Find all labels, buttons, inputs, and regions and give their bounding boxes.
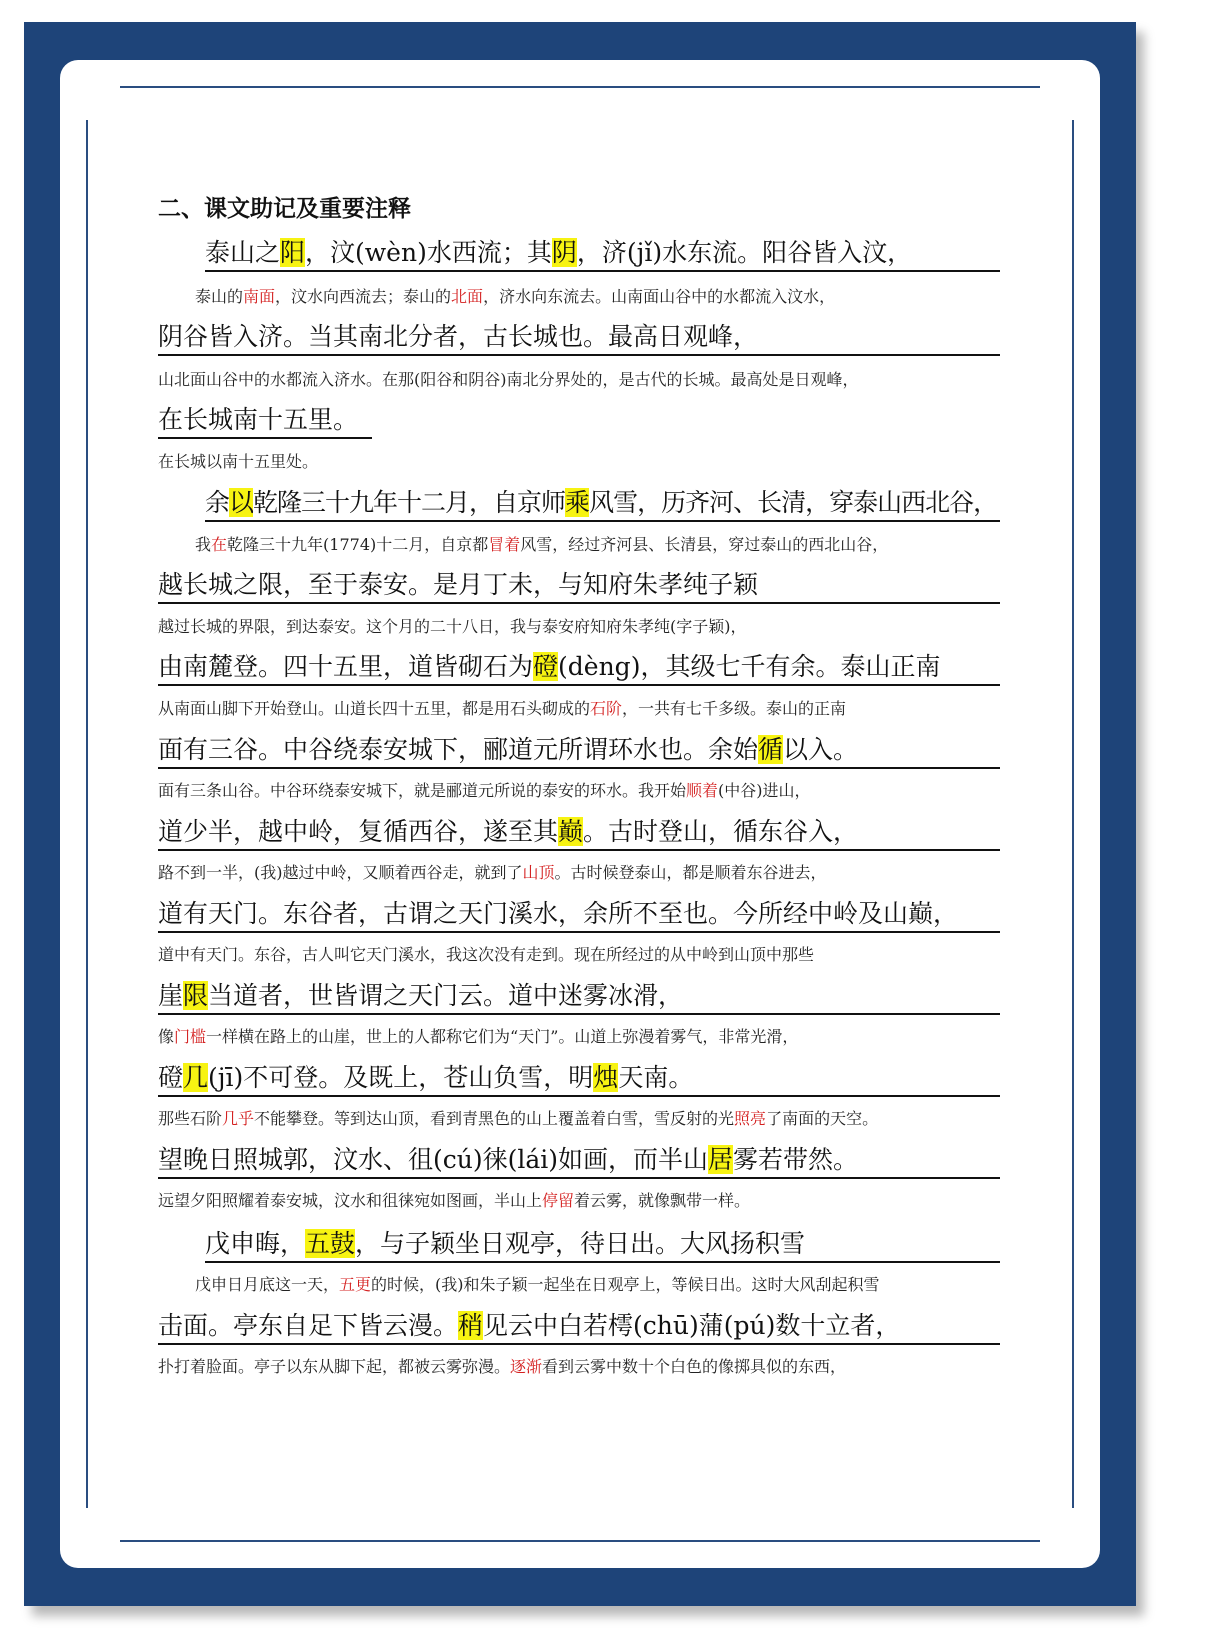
text-segment: 风雪，历齐河、长清，穿泰山西北谷， [589,488,998,517]
text-segment: 远望夕阳照耀着泰安城，汶水和徂徕宛如图画，半山上 [158,1191,543,1210]
text-segment: 击面。亭东自足下皆云漫。 [158,1311,459,1340]
top-border-ornament [120,86,1040,88]
highlighted-word: 乘 [565,488,590,517]
text-segment: 了南面的天空。 [766,1109,879,1128]
bottom-border-ornament [120,1540,1040,1542]
text-segment: ，济(jǐ)水东流。阳谷皆入汶， [576,238,913,267]
classical-text-line [158,1061,1000,1097]
classical-text-line [158,403,372,439]
text-segment: 崖 [158,981,184,1010]
text-segment: 天南。 [618,1063,694,1092]
highlighted-word: 限 [183,981,209,1010]
text-segment: 乾隆三十九年十二月，自京师 [253,488,566,517]
text-segment: 道有天门。东谷者，古谓之天门溪水，余所不至也。今所经中岭及山巅， [158,899,959,928]
classical-text-line [205,236,1000,272]
classical-text-line [158,568,1000,604]
highlighted-word: 阳 [280,238,306,267]
classical-text-line [158,815,1000,851]
translation-line [158,861,1000,885]
text-segment: (dèng)，其级七千有余。泰山正南 [558,652,941,681]
key-translation-word: 门槛 [174,1027,207,1046]
key-translation-word: 照亮 [734,1109,767,1128]
text-segment: 。古时登山，循东谷入， [583,817,859,846]
text-segment: 面有三条山谷。中谷环绕泰安城下，就是郦道元所说的泰安的环水。我开始 [158,781,687,800]
text-segment: 道少半，越中岭，复循西谷，遂至其 [158,817,559,846]
text-segment: 山北面山谷中的水都流入济水。在那(阳谷和阴谷)南北分界处的，是古代的长城。最高处是日观峰， [158,370,859,389]
classical-text-line [158,897,1000,933]
text-segment: 磴 [158,1063,184,1092]
text-segment: (jī)不可登。及既上，苍山负雪，明 [208,1063,594,1092]
key-translation-word: 几乎 [222,1109,255,1128]
key-translation-word: 冒着 [488,535,521,554]
text-segment: 像 [158,1027,175,1046]
translation-line [158,1189,1000,1213]
highlighted-word: 居 [708,1145,734,1174]
text-segment: 望晚日照城郭，汶水、徂(cú)徕(lái)如画，而半山 [158,1145,709,1174]
key-translation-word: 在 [211,535,228,554]
classical-text-line [158,320,1000,356]
classical-text-line [205,486,1000,522]
translation-line [158,943,1000,967]
text-segment: 看到云雾中数十个白色的像掷具似的东西， [542,1357,847,1376]
text-segment: (中谷)进山， [718,781,811,800]
translation-line [158,779,1000,803]
text-segment: 越长城之限，至于泰安。是月丁未，与知府朱孝纯子颖 [158,570,759,599]
right-border-ornament [1072,120,1074,1508]
text-segment: 泰山的 [195,287,244,306]
key-translation-word: 逐渐 [510,1357,543,1376]
text-segment: 道中有天门。东谷，古人叫它天门溪水，我这次没有走到。现在所经过的从中岭到山顶中那些 [158,945,815,964]
text-segment: 。古时候登泰山，都是顺着东谷进去， [554,863,827,882]
text-segment: ，汶水向西流去；泰山的 [275,287,452,306]
text-segment: 那些石阶 [158,1109,223,1128]
text-segment: 着云雾，就像飘带一样。 [574,1191,751,1210]
text-segment: 越过长城的界限，到达泰安。这个月的二十八日，我与泰安府知府朱孝纯(字子颖)， [158,617,747,636]
text-segment: 我 [195,535,212,554]
classical-text-line [158,733,1000,769]
left-border-ornament [86,120,88,1508]
key-translation-word: 北面 [451,287,484,306]
classical-text-line [205,1227,1000,1263]
text-segment: 扑打着脸面。亭子以东从脚下起，都被云雾弥漫。 [158,1357,511,1376]
text-segment: 路不到一半，(我)越过中岭，又顺着西谷走，就到了 [158,863,523,882]
text-segment: 由南麓登。四十五里，道皆砌石为 [158,652,534,681]
highlighted-word: 循 [758,735,784,764]
text-segment: ，汶(wèn)水西流；其 [305,238,552,267]
key-translation-word: 停留 [542,1191,575,1210]
section-heading: 二、课文助记及重要注释 [158,195,411,222]
key-translation-word: 石阶 [590,699,623,718]
key-translation-word: 顺着 [686,781,719,800]
classical-text-line [158,1309,1000,1345]
text-segment: 的时候，(我)和朱子颖一起坐在日观亭上，等候日出。这时大风刮起积雪 [371,1275,880,1294]
highlighted-word: 以 [229,488,254,517]
text-segment: 当道者，世皆谓之天门云。道中迷雾冰滑， [208,981,684,1010]
translation-line [158,697,1000,721]
text-segment: 在长城南十五里。 [158,405,359,434]
translation-line [158,1355,1000,1379]
highlighted-word: 磴 [533,652,559,681]
key-translation-word: 山顶 [522,863,555,882]
key-translation-word: 五更 [339,1275,372,1294]
translation-line [195,533,1000,557]
text-segment: 乾隆三十九年(1774)十二月，自京都 [227,535,489,554]
highlighted-word: 烛 [593,1063,619,1092]
text-segment: 一样横在路上的山崖，世上的人都称它们为“天门”。山道上弥漫着雾气，非常光滑， [206,1027,799,1046]
classical-text-line [158,650,1000,686]
text-segment: 不能攀登。等到达山顶，看到青黑色的山上覆盖着白雪，雪反射的光 [254,1109,735,1128]
highlighted-word: 稍 [458,1311,484,1340]
translation-line [195,285,1000,309]
translation-line [158,1025,1000,1049]
translation-line [158,368,1000,392]
text-segment: 戊申晦， [205,1229,306,1258]
text-segment: 风雪，经过齐河县、长清县，穿过泰山的西北山谷， [520,535,889,554]
text-segment: 从南面山脚下开始登山。山道长四十五里，都是用石头砌成的 [158,699,591,718]
translation-line [158,450,1000,474]
text-segment: ，与子颖坐日观亭，待日出。大风扬积雪 [355,1229,806,1258]
text-segment: 见云中白若樗(chū)蒲(pú)数十立者， [483,1311,901,1340]
text-segment: 余 [205,488,230,517]
text-segment: 泰山之 [205,238,281,267]
text-segment: 在长城以南十五里处。 [158,452,319,471]
highlighted-word: 阴 [551,238,577,267]
highlighted-word: 巅 [558,817,584,846]
translation-line [158,615,1000,639]
highlighted-word: 五鼓 [305,1229,356,1258]
highlighted-word: 几 [183,1063,209,1092]
text-segment: ，一共有七千多级。泰山的正南 [622,699,847,718]
text-segment: 戊申日月底这一天， [195,1275,340,1294]
classical-text-line [158,979,1000,1015]
text-segment: ，济水向东流去。山南面山谷中的水都流入汶水， [483,287,836,306]
text-segment: 以入。 [783,735,859,764]
translation-line [195,1273,1000,1297]
text-segment: 雾若带然。 [733,1145,859,1174]
text-segment: 阴谷皆入济。当其南北分者，古长城也。最高日观峰， [158,322,759,351]
text-segment: 面有三谷。中谷绕泰安城下，郦道元所谓环水也。余始 [158,735,759,764]
translation-line [158,1107,1000,1131]
key-translation-word: 南面 [243,287,276,306]
classical-text-line [158,1143,1000,1179]
